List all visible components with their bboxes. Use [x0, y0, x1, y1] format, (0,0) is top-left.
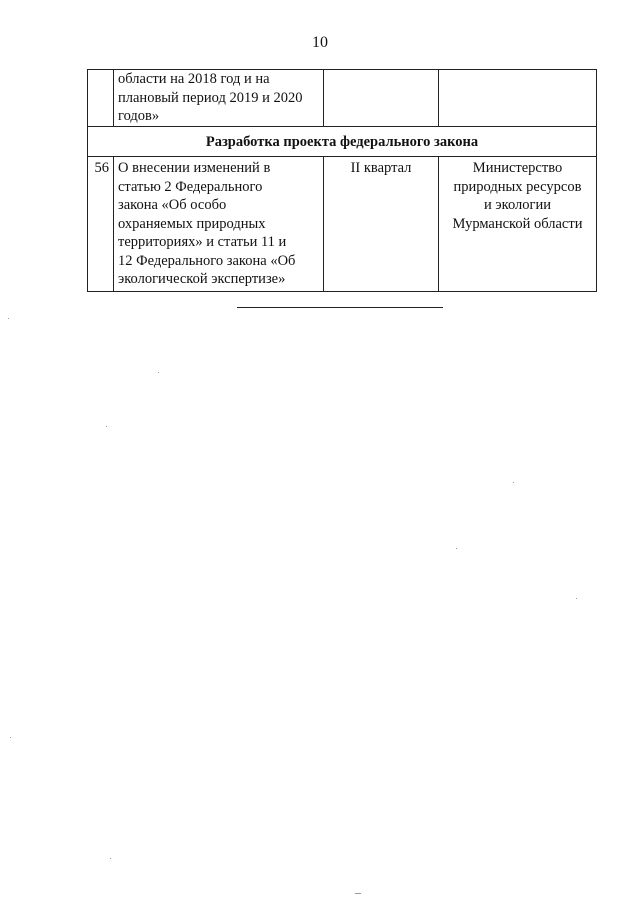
scan-speck — [355, 893, 361, 894]
scan-speck — [8, 318, 9, 319]
page-number: 10 — [312, 34, 328, 51]
row-title-cell — [114, 157, 324, 292]
row-responsible: Министерство природных ресурсов и экологии Мурманской области — [452, 160, 583, 232]
section-header-row — [88, 126, 597, 157]
plan-table — [87, 69, 597, 292]
table-row — [88, 157, 597, 292]
continuation-num-cell — [88, 70, 114, 127]
row-number: 56 — [88, 157, 114, 292]
scan-speck — [10, 737, 11, 738]
row-title: О внесении изменений в статью 2 Федерального закона «Об особо охраняемых природных территориях» и статьи 11 и 12 Федерального закона «Об экологической экспертизе» — [118, 160, 296, 287]
scan-speck — [110, 858, 111, 859]
continuation-responsible-cell — [439, 70, 597, 127]
row-period: II квартал — [324, 157, 439, 292]
section-header: Разработка проекта федерального закона — [88, 126, 597, 157]
continuation-row — [88, 70, 597, 127]
scan-speck — [158, 372, 159, 373]
row-responsible-cell — [439, 157, 597, 292]
scan-speck — [106, 426, 107, 427]
continuation-title-cell — [114, 70, 324, 127]
scan-speck — [576, 598, 577, 599]
scan-speck — [456, 548, 457, 549]
continuation-title: области на 2018 год и на плановый период 2019 и 2020 годов» — [118, 71, 303, 124]
end-separator-line — [237, 307, 443, 308]
continuation-period-cell — [324, 70, 439, 127]
scan-speck — [513, 482, 514, 483]
